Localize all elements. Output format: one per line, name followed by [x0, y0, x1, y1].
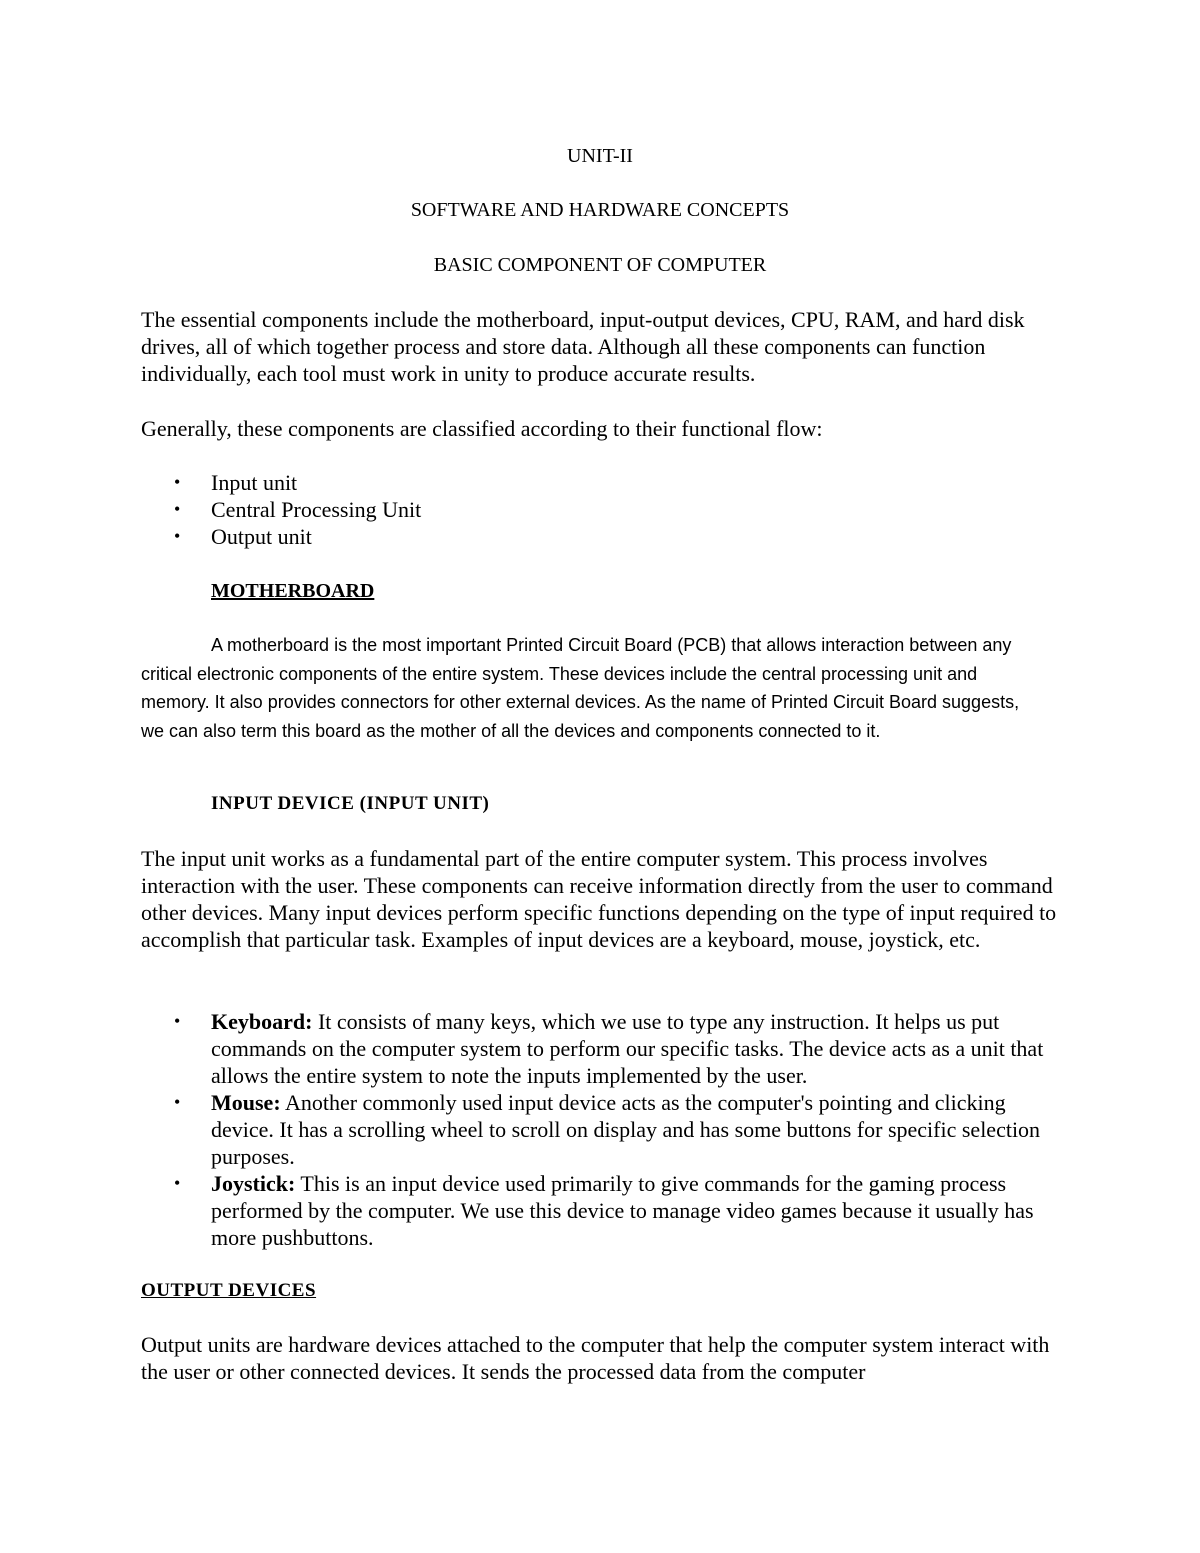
unit-title: UNIT-II: [567, 145, 633, 167]
list-item: [141, 1008, 1066, 1089]
list-item-text: Central Processing Unit: [211, 497, 422, 522]
list-item: [141, 1089, 1066, 1170]
bullet-icon: •: [174, 499, 181, 519]
bullet-icon: •: [174, 1173, 181, 1193]
intro-paragraph: The essential components include the motherboard, input-output devices, CPU, RAM, and hard disk drives, all of which together process and store data. Although all these components can function individually, each tool must work in unity to produce accurate results.: [141, 307, 1025, 386]
motherboard-paragraph: A motherboard is the most important Printed Circuit Board (PCB) that allows interaction between any critical electronic components of the entire system. These devices include the central processing unit and memory. It also provides connectors for other external devices. As the name of Printed Circuit Board suggests, we can also term this board as the mother of all the devices and components connected to it.: [141, 635, 1020, 741]
list-item: [141, 469, 1066, 496]
input-device-paragraph: The input unit works as a fundamental part of the entire computer system. This process involves interaction with the user. These components can receive information directly from the user to command other devices. Many input devices perform specific functions depending on the type of input required to accomplish that particular task. Examples of input devices are a keyboard, mouse, joystick, etc.: [141, 846, 1057, 952]
input-device-heading: INPUT DEVICE (INPUT UNIT): [211, 793, 490, 814]
list-item-text: Output unit: [211, 524, 312, 549]
bullet-icon: •: [174, 1011, 181, 1031]
list-item-text: This is an input device used primarily to give commands for the gaming process performed by the computer. We use this device to manage video games because it usually has more pushbuttons.: [211, 1171, 1034, 1250]
list-item-text: Another commonly used input device acts as the computer's pointing and clicking device. It has a scrolling wheel to scroll on display and has some buttons for specific selection purposes.: [211, 1090, 1041, 1169]
output-devices-paragraph: Output units are hardware devices attached to the computer that help the computer system interact with the user or other connected devices. It sends the processed data from the computer: [141, 1332, 1050, 1384]
output-devices-heading: OUTPUT DEVICES: [141, 1280, 317, 1301]
input-devices-list: [141, 1008, 1066, 1251]
motherboard-heading: MOTHERBOARD: [211, 580, 375, 602]
list-item: [141, 523, 1066, 550]
topic-title: BASIC COMPONENT OF COMPUTER: [433, 254, 767, 276]
functional-units-list: [141, 469, 1066, 550]
list-item: [141, 1170, 1066, 1251]
list-item-text: Input unit: [211, 470, 298, 495]
subject-title: SOFTWARE AND HARDWARE CONCEPTS: [410, 199, 790, 221]
bullet-icon: •: [174, 526, 181, 546]
list-item-term: Joystick:: [211, 1171, 296, 1196]
list-item-text: It consists of many keys, which we use to type any instruction. It helps us put commands on the computer system to perform our specific tasks. The device acts as a unit that allows the entire system to note the inputs implemented by the user.: [211, 1009, 1044, 1088]
list-item-term: Mouse:: [211, 1090, 281, 1115]
bullet-icon: •: [174, 472, 181, 492]
list-item: [141, 496, 1066, 523]
classification-sentence: Generally, these components are classified according to their functional flow:: [141, 416, 823, 441]
list-item-term: Keyboard:: [211, 1009, 313, 1034]
bullet-icon: •: [174, 1092, 181, 1112]
